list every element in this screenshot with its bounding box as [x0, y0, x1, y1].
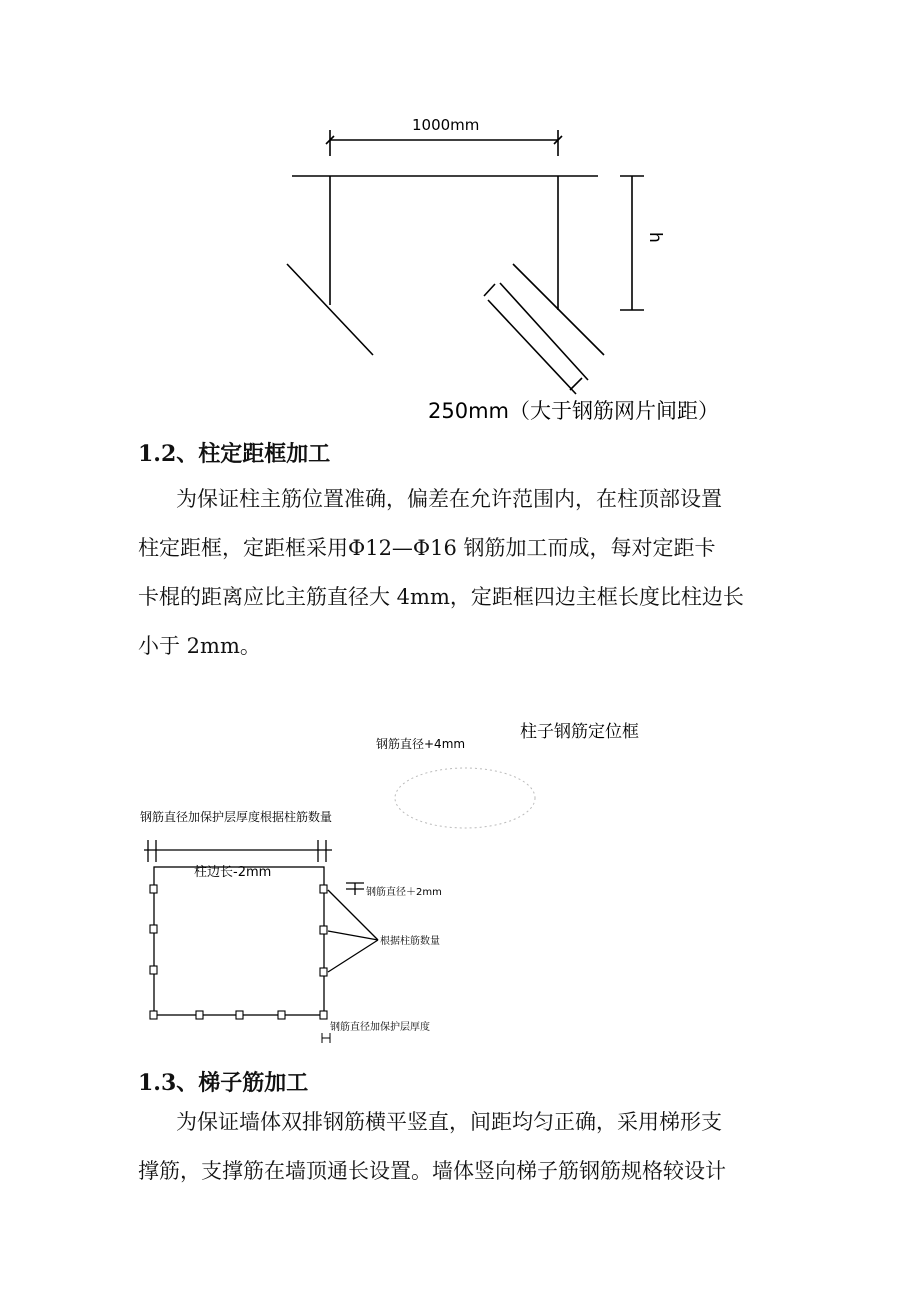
- label-bar-dia-plus2: 钢筋直径＋2mm: [366, 887, 442, 898]
- paragraph-line: 为保证柱主筋位置准确，偏差在允许范围内，在柱顶部设置: [176, 487, 722, 511]
- spacing-label: 250mm（大于钢筋网片间距）: [428, 399, 719, 423]
- paragraph-line: 为保证墙体双排钢筋横平竖直，间距均匀正确，采用梯形支: [176, 1110, 722, 1134]
- section-heading-1-3: 1.3、梯子筋加工: [138, 1070, 309, 1096]
- paragraph-line: 卡棍的距离应比主筋直径大 4mm，定距框四边主框长度比柱边长: [138, 585, 744, 609]
- label-cover-thickness-bottom: 钢筋直径加保护层厚度: [330, 1022, 430, 1033]
- section-heading-1-2: 1.2、柱定距框加工: [138, 441, 331, 467]
- dim-width-label: 1000mm: [412, 116, 480, 134]
- paragraph-line: 小于 2mm。: [138, 634, 261, 658]
- section-paragraph-1-2: [138, 475, 798, 671]
- label-bar-dia-plus4: 钢筋直径+4mm: [376, 737, 466, 751]
- diagram2-title: 柱子钢筋定位框: [520, 722, 639, 742]
- section-paragraph-1-3: [138, 1098, 798, 1196]
- paragraph-line: 柱定距框，定距框采用Φ12—Φ16 钢筋加工而成，每对定距卡: [138, 536, 716, 560]
- dim-height-label: h: [645, 232, 665, 243]
- column-positioning-frame-diagram: [0, 700, 920, 1060]
- label-cover-thickness-top: 钢筋直径加保护层厚度根据柱筋数量: [140, 810, 333, 824]
- paragraph-line: 撑筋，支撑筋在墙顶通长设置。墙体竖向梯子筋钢筋规格较设计: [138, 1159, 726, 1183]
- support-bar-diagram: [0, 0, 920, 430]
- label-side-length: 柱边长-2mm: [194, 865, 272, 880]
- label-by-bar-count: 根据柱筋数量: [380, 936, 440, 947]
